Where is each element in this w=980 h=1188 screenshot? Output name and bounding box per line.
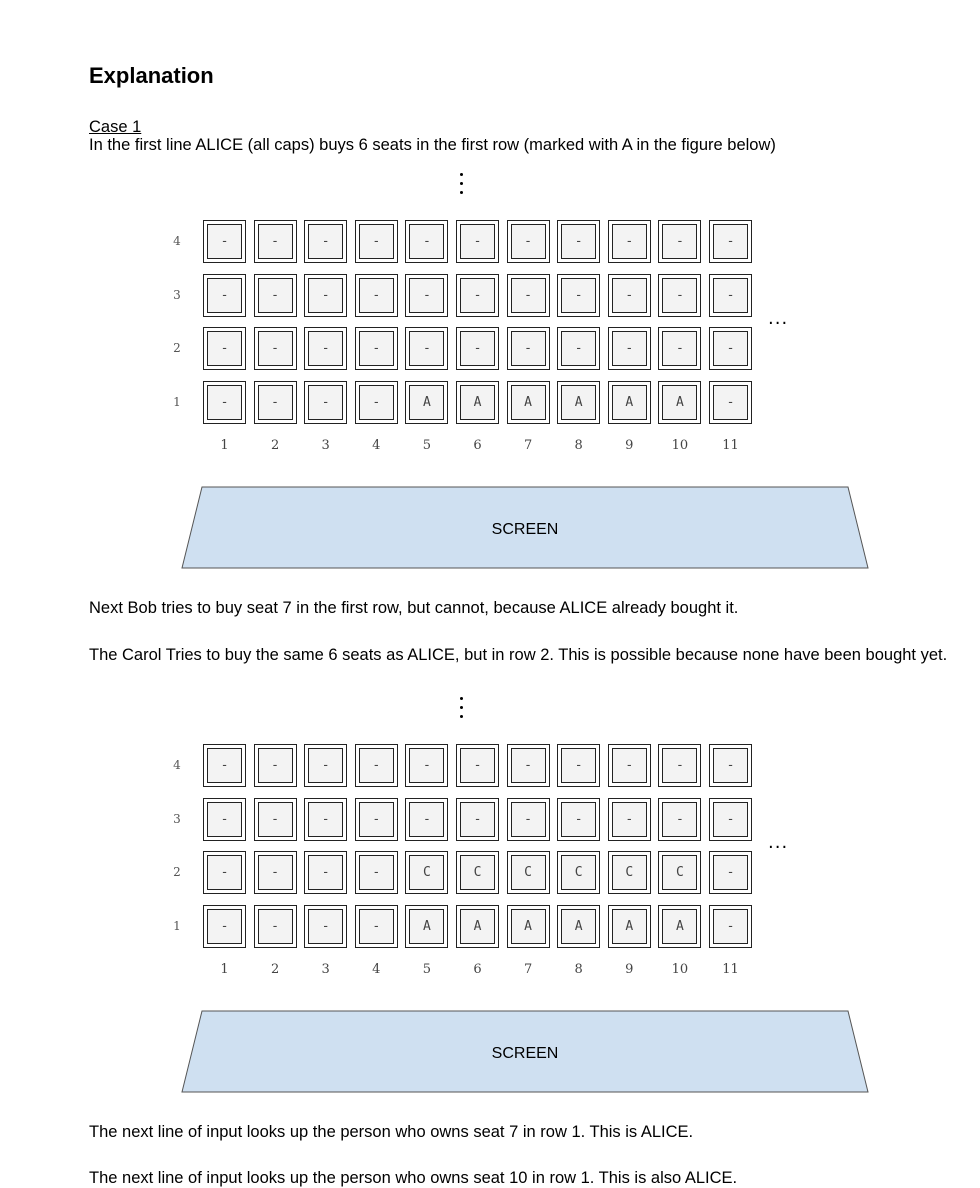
seat-value: - — [207, 802, 242, 837]
seat-value: A — [662, 385, 697, 420]
seat-cell — [203, 220, 246, 263]
seat-cell — [304, 274, 347, 317]
seat-cell — [456, 327, 499, 370]
seat-value: - — [207, 278, 242, 313]
seat-value: A — [409, 909, 444, 944]
row-label: 2 — [173, 865, 181, 879]
seat-value: - — [460, 224, 495, 259]
seat-value: - — [207, 855, 242, 890]
seat-cell — [456, 905, 499, 948]
seat-cell — [405, 220, 448, 263]
paragraph-lookup-seat-7: The next line of input looks up the person who owns seat 7 in row 1. This is ALICE. — [89, 1123, 694, 1141]
seat-cell — [405, 381, 448, 424]
seat-cell — [405, 274, 448, 317]
seat-cell — [608, 851, 651, 894]
screen-label: SCREEN — [491, 1045, 559, 1062]
seat-cell — [507, 851, 550, 894]
seat-cell — [355, 744, 398, 787]
column-label: 7 — [523, 438, 533, 453]
seat-cell — [507, 798, 550, 841]
seat-cell — [355, 905, 398, 948]
seat-cell — [304, 798, 347, 841]
seat-value: - — [258, 855, 293, 890]
seat-value: - — [359, 802, 394, 837]
column-label: 1 — [220, 438, 229, 453]
seat-value: - — [561, 278, 596, 313]
seat-value: - — [258, 385, 293, 420]
seat-cell — [456, 744, 499, 787]
seat-cell — [203, 744, 246, 787]
column-label: 9 — [625, 962, 634, 977]
seat-value: - — [713, 802, 748, 837]
column-label: 7 — [523, 962, 533, 977]
seat-cell — [507, 327, 550, 370]
column-label: 4 — [372, 962, 381, 977]
seat-cell — [658, 798, 701, 841]
seat-value: - — [359, 909, 394, 944]
column-label: 9 — [625, 438, 634, 453]
column-label: 6 — [473, 438, 482, 453]
paragraph-bob-fails: Next Bob tries to buy seat 7 in the first row, but cannot, because ALICE already bought it. — [89, 599, 739, 617]
seat-value: - — [308, 855, 343, 890]
seat-cell — [304, 220, 347, 263]
seat-value: - — [511, 802, 546, 837]
column-label: 8 — [574, 962, 583, 977]
seat-map-figure-1 — [160, 210, 880, 610]
seat-cell — [203, 274, 246, 317]
seat-cell — [456, 274, 499, 317]
seat-value: - — [662, 331, 697, 366]
seat-cell — [254, 274, 297, 317]
seat-value: - — [662, 224, 697, 259]
seat-cell — [254, 381, 297, 424]
row-label: 3 — [173, 811, 181, 826]
seat-cell — [355, 851, 398, 894]
seat-value: - — [359, 224, 394, 259]
seat-cell — [456, 851, 499, 894]
seat-cell — [709, 798, 752, 841]
seat-value: - — [612, 331, 647, 366]
seat-cell — [557, 798, 600, 841]
seat-value: A — [561, 909, 596, 944]
column-label: 10 — [671, 438, 689, 453]
horizontal-ellipsis-icon: ... — [768, 832, 789, 853]
seat-value: - — [258, 331, 293, 366]
seat-cell — [658, 905, 701, 948]
seat-value: - — [561, 224, 596, 259]
seat-value: - — [409, 224, 444, 259]
seat-value: A — [561, 385, 596, 420]
seat-value: - — [359, 385, 394, 420]
seat-cell — [608, 274, 651, 317]
screen-graphic — [180, 1010, 870, 1094]
column-label: 5 — [422, 438, 432, 453]
seat-cell — [203, 798, 246, 841]
seat-value: A — [612, 385, 647, 420]
seat-value: - — [612, 802, 647, 837]
seat-value: - — [612, 278, 647, 313]
seat-value: A — [460, 385, 495, 420]
seat-cell — [658, 274, 701, 317]
seat-value: - — [713, 855, 748, 890]
seat-value: - — [258, 909, 293, 944]
seat-value: - — [207, 748, 242, 783]
seat-cell — [557, 274, 600, 317]
seat-value: - — [460, 278, 495, 313]
seat-cell — [507, 744, 550, 787]
seat-cell — [304, 905, 347, 948]
seat-value: - — [308, 909, 343, 944]
seat-cell — [557, 381, 600, 424]
seat-cell — [709, 220, 752, 263]
seat-cell — [456, 798, 499, 841]
seat-value: - — [713, 748, 748, 783]
screen-graphic — [180, 486, 870, 570]
seat-cell — [507, 905, 550, 948]
seat-value: A — [460, 909, 495, 944]
seat-cell — [557, 327, 600, 370]
seat-cell — [355, 220, 398, 263]
seat-cell — [355, 381, 398, 424]
seat-cell — [456, 381, 499, 424]
seat-value: - — [460, 802, 495, 837]
seat-value: - — [511, 224, 546, 259]
seat-value: - — [561, 802, 596, 837]
vertical-ellipsis-icon — [460, 697, 464, 723]
row-label: 4 — [173, 758, 181, 772]
seat-value: - — [511, 331, 546, 366]
seat-value: - — [409, 278, 444, 313]
paragraph-carol-buys: The Carol Tries to buy the same 6 seats as ALICE, but in row 2. This is possible because none have been bought yet. — [89, 646, 948, 664]
seat-value: - — [713, 331, 748, 366]
seat-value: - — [561, 331, 596, 366]
seat-cell — [709, 905, 752, 948]
seat-value: - — [308, 278, 343, 313]
row-label: 2 — [173, 341, 181, 355]
seat-value: C — [511, 855, 546, 890]
seat-map-figure-2 — [160, 734, 880, 1134]
seat-value: - — [308, 224, 343, 259]
seat-value: - — [258, 224, 293, 259]
seat-cell — [405, 798, 448, 841]
seat-value: - — [258, 748, 293, 783]
column-label: 11 — [722, 962, 739, 977]
seat-value: - — [561, 748, 596, 783]
seat-cell — [608, 905, 651, 948]
seat-value: C — [612, 855, 647, 890]
horizontal-ellipsis-icon: ... — [768, 308, 789, 329]
seat-value: - — [207, 224, 242, 259]
seat-cell — [557, 220, 600, 263]
seat-value: A — [612, 909, 647, 944]
case-title: Case 1 — [89, 118, 142, 136]
seat-cell — [405, 851, 448, 894]
seat-value: - — [662, 278, 697, 313]
seat-value: - — [713, 224, 748, 259]
seat-cell — [709, 744, 752, 787]
seat-value: - — [409, 802, 444, 837]
paragraph-lookup-seat-10: The next line of input looks up the person who owns seat 10 in row 1. This is also ALICE. — [89, 1169, 738, 1187]
seat-cell — [254, 327, 297, 370]
column-label: 3 — [321, 438, 330, 453]
seat-cell — [608, 327, 651, 370]
column-label: 11 — [722, 438, 739, 453]
seat-value: - — [359, 331, 394, 366]
seat-cell — [405, 744, 448, 787]
seat-value: - — [612, 224, 647, 259]
seat-cell — [507, 220, 550, 263]
vertical-ellipsis-icon — [460, 173, 464, 199]
seat-cell — [456, 220, 499, 263]
seat-value: - — [511, 278, 546, 313]
seat-value: - — [460, 748, 495, 783]
seat-cell — [658, 744, 701, 787]
seat-value: - — [308, 802, 343, 837]
seat-cell — [608, 744, 651, 787]
seat-cell — [203, 851, 246, 894]
column-label: 2 — [270, 438, 280, 453]
seat-value: - — [308, 385, 343, 420]
seat-value: - — [511, 748, 546, 783]
seat-cell — [203, 905, 246, 948]
seat-value: - — [359, 855, 394, 890]
seat-value: A — [662, 909, 697, 944]
row-label: 1 — [173, 394, 181, 409]
column-label: 10 — [671, 962, 689, 977]
seat-cell — [203, 381, 246, 424]
screen-label: SCREEN — [491, 521, 559, 538]
seat-cell — [304, 381, 347, 424]
seat-value: - — [308, 331, 343, 366]
seat-value: - — [612, 748, 647, 783]
seat-cell — [709, 381, 752, 424]
seat-value: - — [662, 802, 697, 837]
seat-cell — [304, 851, 347, 894]
seat-value: A — [511, 909, 546, 944]
column-label: 8 — [574, 438, 583, 453]
seat-cell — [254, 851, 297, 894]
seat-cell — [355, 327, 398, 370]
row-label: 4 — [173, 234, 181, 248]
seat-cell — [608, 381, 651, 424]
seat-cell — [507, 274, 550, 317]
seat-value: C — [409, 855, 444, 890]
seat-value: - — [662, 748, 697, 783]
seat-value: C — [460, 855, 495, 890]
seat-value: A — [511, 385, 546, 420]
seat-value: C — [561, 855, 596, 890]
seat-cell — [709, 327, 752, 370]
seat-cell — [658, 381, 701, 424]
seat-cell — [254, 905, 297, 948]
seat-value: - — [207, 331, 242, 366]
column-label: 1 — [220, 962, 229, 977]
seat-value: - — [258, 802, 293, 837]
seat-cell — [355, 274, 398, 317]
row-label: 3 — [173, 287, 181, 302]
seat-value: - — [713, 278, 748, 313]
seat-cell — [557, 851, 600, 894]
seat-cell — [405, 905, 448, 948]
seat-cell — [254, 220, 297, 263]
row-label: 1 — [173, 918, 181, 933]
page-heading: Explanation — [89, 63, 214, 88]
seat-value: - — [409, 748, 444, 783]
seat-value: - — [207, 385, 242, 420]
seat-value: - — [359, 748, 394, 783]
column-label: 6 — [473, 962, 482, 977]
seat-cell — [608, 220, 651, 263]
column-label: 4 — [372, 438, 381, 453]
seat-cell — [254, 744, 297, 787]
column-label: 2 — [270, 962, 280, 977]
paragraph-alice-buys: In the first line ALICE (all caps) buys 6 seats in the first row (marked with A in the figure below) — [89, 136, 776, 154]
seat-cell — [709, 851, 752, 894]
seat-cell — [658, 220, 701, 263]
seat-cell — [254, 798, 297, 841]
seat-cell — [557, 905, 600, 948]
seat-cell — [405, 327, 448, 370]
seat-value: - — [207, 909, 242, 944]
seat-value: - — [409, 331, 444, 366]
seat-cell — [709, 274, 752, 317]
seat-cell — [355, 798, 398, 841]
seat-value: - — [359, 278, 394, 313]
seat-value: - — [713, 385, 748, 420]
seat-value: - — [308, 748, 343, 783]
seat-cell — [507, 381, 550, 424]
seat-value: - — [460, 331, 495, 366]
seat-value: - — [258, 278, 293, 313]
column-label: 3 — [321, 962, 330, 977]
seat-cell — [608, 798, 651, 841]
seat-cell — [304, 744, 347, 787]
seat-value: A — [409, 385, 444, 420]
seat-cell — [658, 327, 701, 370]
seat-value: - — [713, 909, 748, 944]
seat-cell — [304, 327, 347, 370]
seat-cell — [203, 327, 246, 370]
column-label: 5 — [422, 962, 432, 977]
seat-cell — [557, 744, 600, 787]
seat-value: C — [662, 855, 697, 890]
seat-cell — [658, 851, 701, 894]
